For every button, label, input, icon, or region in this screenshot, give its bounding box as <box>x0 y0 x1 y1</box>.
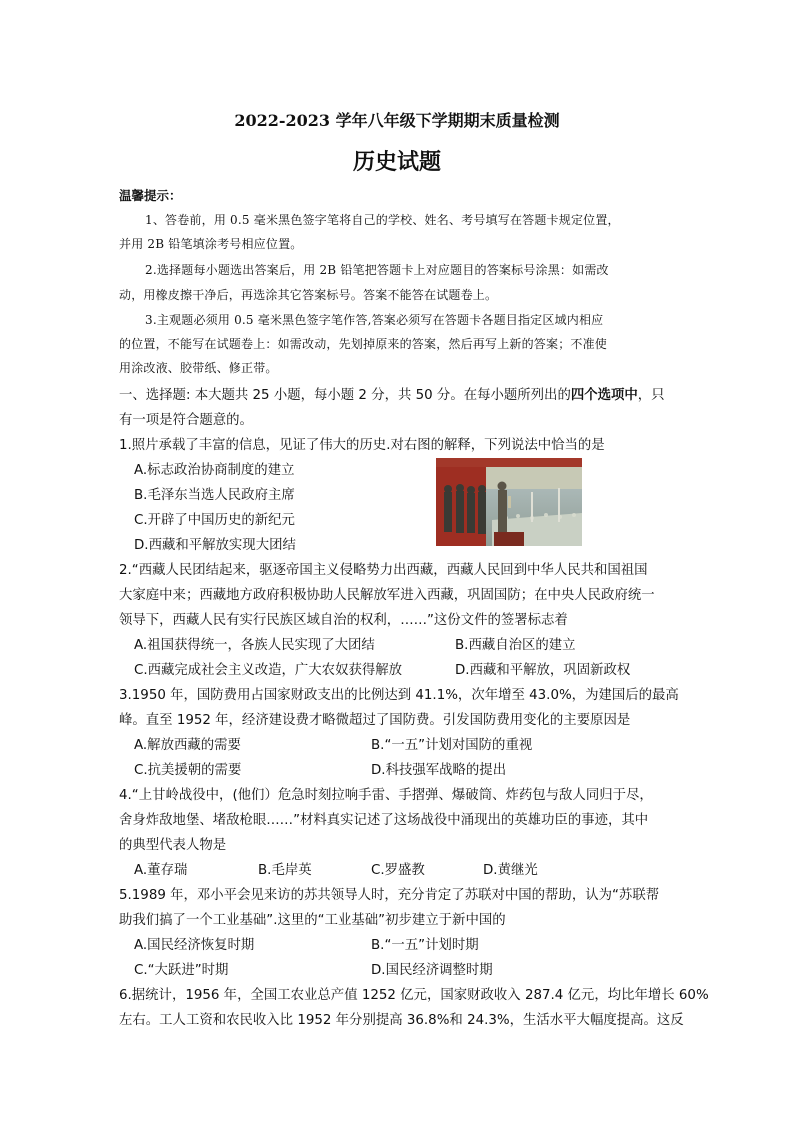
question-4-option-a: A.董存瑞 <box>134 863 188 878</box>
question-5-option-b: B.“一五”计划时期 <box>371 938 479 953</box>
question-2-option-d: D.西藏和平解放，巩固新政权 <box>455 663 631 678</box>
notice-line-3: 2.选择题每小题选出答案后，用 2B 铅笔把答题卡上对应题目的答案标号涂黑：如需改 <box>145 263 609 277</box>
question-5-stem-line-2: 助我们搞了一个工业基础”.这里的“工业基础”初步建立于新中国的 <box>119 913 506 928</box>
notice-line-1: 1、答卷前，用 0.5 毫米黑色签字笔将自己的学校、姓名、考号填写在答题卡规定位置， <box>145 213 620 227</box>
notice-line-4: 动，用橡皮擦干净后，再选涂其它答案标号。答案不能答在试题卷上。 <box>119 288 498 302</box>
notice-line-2: 并用 2B 铅笔填涂考号相应位置。 <box>119 237 303 251</box>
question-2-option-c: C.西藏完成社会主义改造，广大农奴获得解放 <box>134 663 403 678</box>
notice-line-5: 3.主观题必须用 0.5 毫米黑色签字笔作答,答案必须写在答题卡各题目指定区域内相应 <box>145 313 604 327</box>
question-1-option-d: D.西藏和平解放实现大团结 <box>134 538 296 553</box>
question-5-option-d: D.国民经济调整时期 <box>371 963 493 978</box>
question-3-option-d: D.科技强军战略的提出 <box>371 763 507 778</box>
question-4-stem-line-3: 的典型代表人物是 <box>119 838 227 853</box>
question-1-option-b: B.毛泽东当选人民政府主席 <box>134 488 295 503</box>
founding-ceremony-photo <box>436 458 582 546</box>
question-5-option-a: A.国民经济恢复时期 <box>134 938 255 953</box>
question-5-option-c: C.“大跃进”时期 <box>134 963 229 978</box>
section-heading-part1: 一、选择题: 本大题共 25 小题，每小题 2 分，共 50 分。在每小题所列出的 <box>119 388 571 403</box>
exam-title: 2022-2023 学年八年级下学期期末质量检测 <box>234 111 560 130</box>
question-2-option-a: A.祖国获得统一，各族人民实现了大团结 <box>134 638 375 653</box>
question-2-stem-line-1: 2.“西藏人民团结起来，驱逐帝国主义侵略势力出西藏，西藏人民回到中华人民共和国祖国 <box>119 563 648 578</box>
section-heading-part2: ，只 <box>637 388 665 403</box>
page-title: 历史试题 <box>352 150 441 175</box>
question-1-stem: 1.照片承载了丰富的信息，见证了伟大的历史.对右图的解释，下列说法中恰当的是 <box>119 438 605 453</box>
question-3-stem-line-1: 3.1950 年，国防费用占国家财政支出的比例达到 41.1%，次年增至 43.0%，为建国后的最高 <box>119 688 679 703</box>
section-heading-bold: 四个选项中 <box>570 388 638 403</box>
question-4-stem-line-2: 舍身炸敌地堡、堵敌枪眼……”材料真实记述了这场战役中涌现出的英雄功臣的事迹，其中 <box>119 813 649 828</box>
question-4-option-b: B.毛岸英 <box>258 863 312 878</box>
question-4-option-c: C.罗盛教 <box>371 863 425 878</box>
question-2-stem-line-3: 领导下，西藏人民有实行民族区域自治的权利，……”这份文件的签署标志着 <box>119 613 568 628</box>
notice-line-6: 的位置，不能写在试题卷上：如需改动，先划掉原来的答案，然后再写上新的答案；不准使 <box>119 337 608 351</box>
question-6-stem-line-2: 左右。工人工资和农民收入比 1952 年分别提高 36.8%和 24.3%，生活水平大幅度提高。这反 <box>119 1013 684 1028</box>
notice-heading: 温馨提示： <box>119 188 182 203</box>
question-3-stem-line-2: 峰。直至 1952 年，经济建设费才略微超过了国防费。引发国防费用变化的主要原因是 <box>119 713 631 728</box>
question-3-option-c: C.抗美援朝的需要 <box>134 763 242 778</box>
section-heading-line2: 有一项是符合题意的。 <box>119 413 253 428</box>
section-heading <box>119 384 665 403</box>
question-1-option-a: A.标志政治协商制度的建立 <box>134 463 295 478</box>
question-6-stem-line-1: 6.据统计，1956 年，全国工农业总产值 1252 亿元，国家财政收入 287.4 亿元，均比年增长 60% <box>119 988 709 1003</box>
question-4-stem-line-1: 4.“上甘岭战役中，(他们）危急时刻拉响手雷、手摺弹、爆破筒、炸药包与敌人同归于尽， <box>119 788 653 803</box>
question-5-stem-line-1: 5.1989 年，邓小平会见来访的苏共领导人时，充分肯定了苏联对中国的帮助，认为“苏联帮 <box>119 888 660 903</box>
question-3-option-a: A.解放西藏的需要 <box>134 738 241 753</box>
question-2-option-b: B.西藏自治区的建立 <box>455 638 576 653</box>
question-3-option-b: B.“一五”计划对国防的重视 <box>371 738 533 753</box>
question-1-option-c: C.开辟了中国历史的新纪元 <box>134 513 295 528</box>
question-2-stem-line-2: 大家庭中来；西藏地方政府积极协助人民解放军进入西藏，巩固国防；在中央人民政府统一 <box>119 588 655 603</box>
question-4-option-d: D.黄继光 <box>483 863 538 878</box>
notice-line-7: 用涂改液、胶带纸、修正带。 <box>119 361 278 375</box>
